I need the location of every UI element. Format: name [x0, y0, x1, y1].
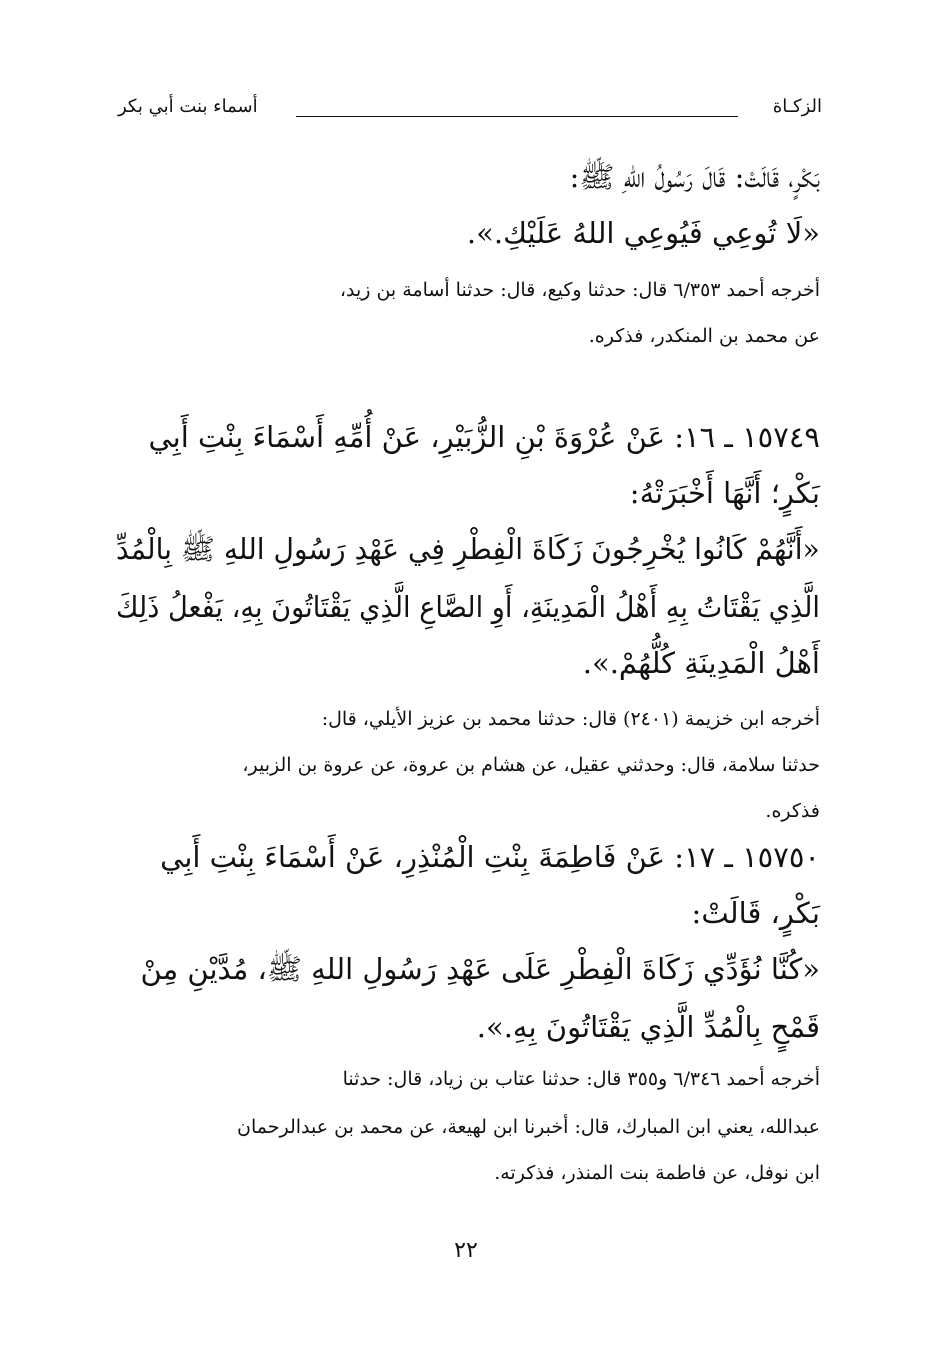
takhrij-line: عبدالله، يعني ابن المبارك، قال: أخبرنا ابن لهيعة، عن محمد بن عبدالرحمان: [237, 1116, 820, 1138]
hadith-heading-line: ١٥٧٥٠ ـ ١٧: عَنْ فَاطِمَةَ بِنْتِ الْمُنْذِرِ، عَنْ أَسْمَاءَ بِنْتِ أَبِي: [160, 840, 820, 874]
takhrij-line: أخرجه ابن خزيمة (٢٤٠١) قال: حدثنا محمد بن عزيز الأيلي، قال:: [321, 708, 820, 730]
header-rule: [296, 116, 738, 117]
takhrij-line: فذكره.: [765, 800, 820, 822]
hadith-text-line: بَكْرٍ، قَالَتْ: قَالَ رَسُولُ اللهِ ﷺ:: [569, 160, 820, 194]
hadith-text-line: «أَنَّهُمْ كَانُوا يُخْرِجُونَ زَكَاةَ الْفِطْرِ فِي عَهْدِ رَسُولِ اللهِ ﷺ بِالْمُدِّ: [116, 532, 820, 566]
takhrij-line: عن محمد بن المنكدر، فذكره.: [588, 325, 820, 347]
header-section: أسماء بنت أبي بكر: [118, 96, 258, 117]
hadith-text-line: أَهْلُ الْمَدِينَةِ كُلُّهُمْ.».: [582, 646, 820, 680]
takhrij-line: حدثنا سلامة، قال: وحدثني عقيل، عن هشام بن عروة، عن عروة بن الزبير،: [242, 754, 820, 776]
hadith-text-line: بَكْرٍ، قَالَتْ:: [691, 896, 820, 930]
hadith-text-line: الَّذِي يَقْتَاتُ بِهِ أَهْلُ الْمَدِينَةِ، أَوِ الصَّاعِ الَّذِي يَقْتَاتُونَ بِهِ، يَفْعلُ ذَلِكَ: [116, 590, 820, 624]
running-header: [118, 96, 822, 128]
takhrij-line: أخرجه أحمد ٦/٣٥٣ قال: حدثنا وكيع، قال: حدثنا أسامة بن زيد،: [339, 279, 820, 301]
hadith-text-line: «لَا تُوعِي فَيُوعِي اللهُ عَلَيْكِ.».: [466, 216, 820, 250]
takhrij-line: أخرجه أحمد ٦/٣٤٦ و٣٥٥ قال: حدثنا عتاب بن زياد، قال: حدثنا: [342, 1068, 820, 1090]
header-chapter: الزكـاة: [772, 96, 822, 117]
hadith-heading-line: ١٥٧٤٩ ـ ١٦: عَنْ عُرْوَةَ بْنِ الزُّبَيْرِ، عَنْ أُمِّهِ أَسْمَاءَ بِنْتِ أَبِي: [148, 420, 820, 454]
page-number: ٢٢: [454, 1238, 478, 1263]
hadith-text-line: قَمْحٍ بِالْمُدِّ الَّذِي يَقْتَاتُونَ بِهِ.».: [476, 1010, 820, 1044]
takhrij-line: ابن نوفل، عن فاطمة بنت المنذر، فذكرته.: [494, 1162, 820, 1184]
hadith-text-line: بَكْرٍ؛ أَنَّهَا أَخْبَرَتْهُ:: [629, 476, 820, 510]
hadith-text-line: «كُنَّا نُؤَدِّي زَكَاةَ الْفِطْرِ عَلَى عَهْدِ رَسُولِ اللهِ ﷺ، مُدَّيْنِ مِنْ: [140, 952, 820, 986]
